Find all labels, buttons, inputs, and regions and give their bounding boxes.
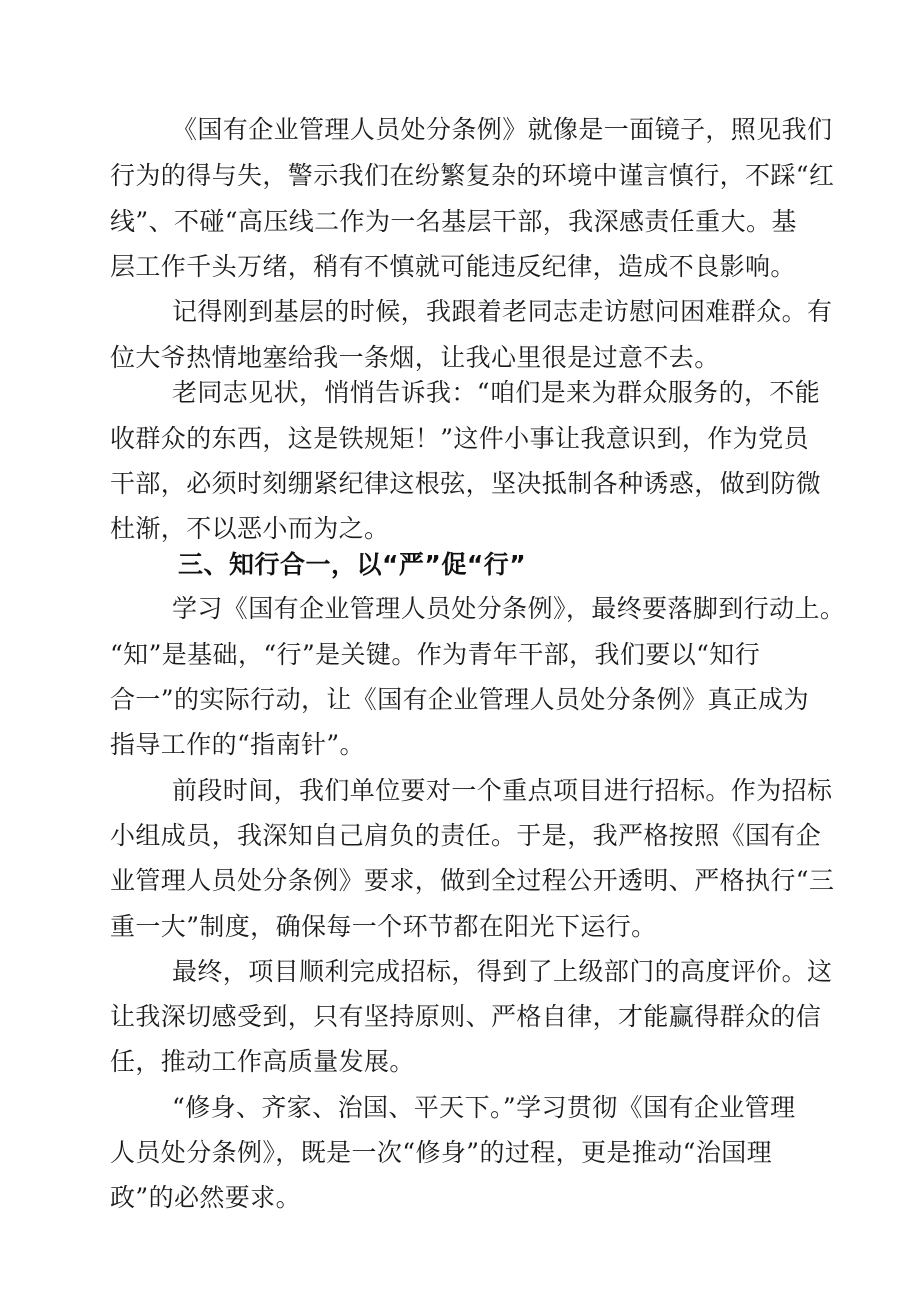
text-line: 《国有企业管理人员处分条例》就像是一面镜子，照见我们 [172, 115, 833, 144]
text-line: 最终，项目顺利完成招标，得到了上级部门的高度评价。这 [172, 957, 833, 986]
text-line: 位大爷热情地塞给我一条烟，让我心里很是过意不去。 [110, 343, 720, 372]
text-line: 前段时间，我们单位要对一个重点项目进行招标。作为招标 [172, 776, 833, 805]
text-line: 线”、不碰“高压线二作为一名基层干部，我深感责任重大。基 [110, 207, 797, 236]
text-line: 小组成员，我深知自己肩负的责任。于是，我严格按照《国有企 [110, 821, 822, 850]
text-line: 学习《国有企业管理人员处分条例》，最终要落脚到行动上。 [172, 594, 846, 623]
text-line: 指导工作的“指南针”。 [110, 730, 365, 759]
text-line: 杜渐，不以恶小而为之。 [110, 514, 390, 543]
text-line: 重一大”制度，确保每一个环节都在阳光下运行。 [110, 912, 657, 941]
text-line: 老同志见状，悄悄告诉我：“咱们是来为群众服务的，不能 [172, 378, 821, 407]
section-heading: 三、知行合一，以“严”促“行” [178, 550, 527, 579]
text-line: “修身、齐家、治国、平天下。”学习贯彻《国有企业管理 [172, 1093, 796, 1122]
text-line: 让我深切感受到，只有坚持原则、严格自律，才能赢得群众的信 [110, 1002, 822, 1031]
text-line: 业管理人员处分条例》要求，做到全过程公开透明、严格执行“三 [110, 866, 835, 895]
text-line: 干部，必须时刻绷紧纪律这根弦，坚决抵制各种诱惑，做到防微 [110, 469, 822, 498]
text-line: 合一”的实际行动，让《国有企业管理人员处分条例》真正成为 [110, 685, 809, 714]
text-line: 人员处分条例》，既是一次“修身”的过程，更是推动“治国理 [110, 1138, 773, 1167]
text-line: 记得刚到基层的时候，我跟着老同志走访慰问困难群众。有 [172, 297, 833, 326]
text-line: 收群众的东西，这是铁规矩！”这件小事让我意识到，作为党员 [110, 424, 809, 453]
text-line: 任，推动工作高质量发展。 [110, 1047, 415, 1076]
text-line: 层工作千头万绪，稍有不慎就可能违反纪律，造成不良影响。 [110, 252, 796, 281]
text-line: 行为的得与失，警示我们在纷繁复杂的环境中谨言慎行，不踩“红 [110, 161, 835, 190]
text-line: 政”的必然要求。 [110, 1183, 301, 1212]
text-line: “知”是基础，“行”是关键。作为青年干部，我们要以“知行 [110, 640, 761, 669]
